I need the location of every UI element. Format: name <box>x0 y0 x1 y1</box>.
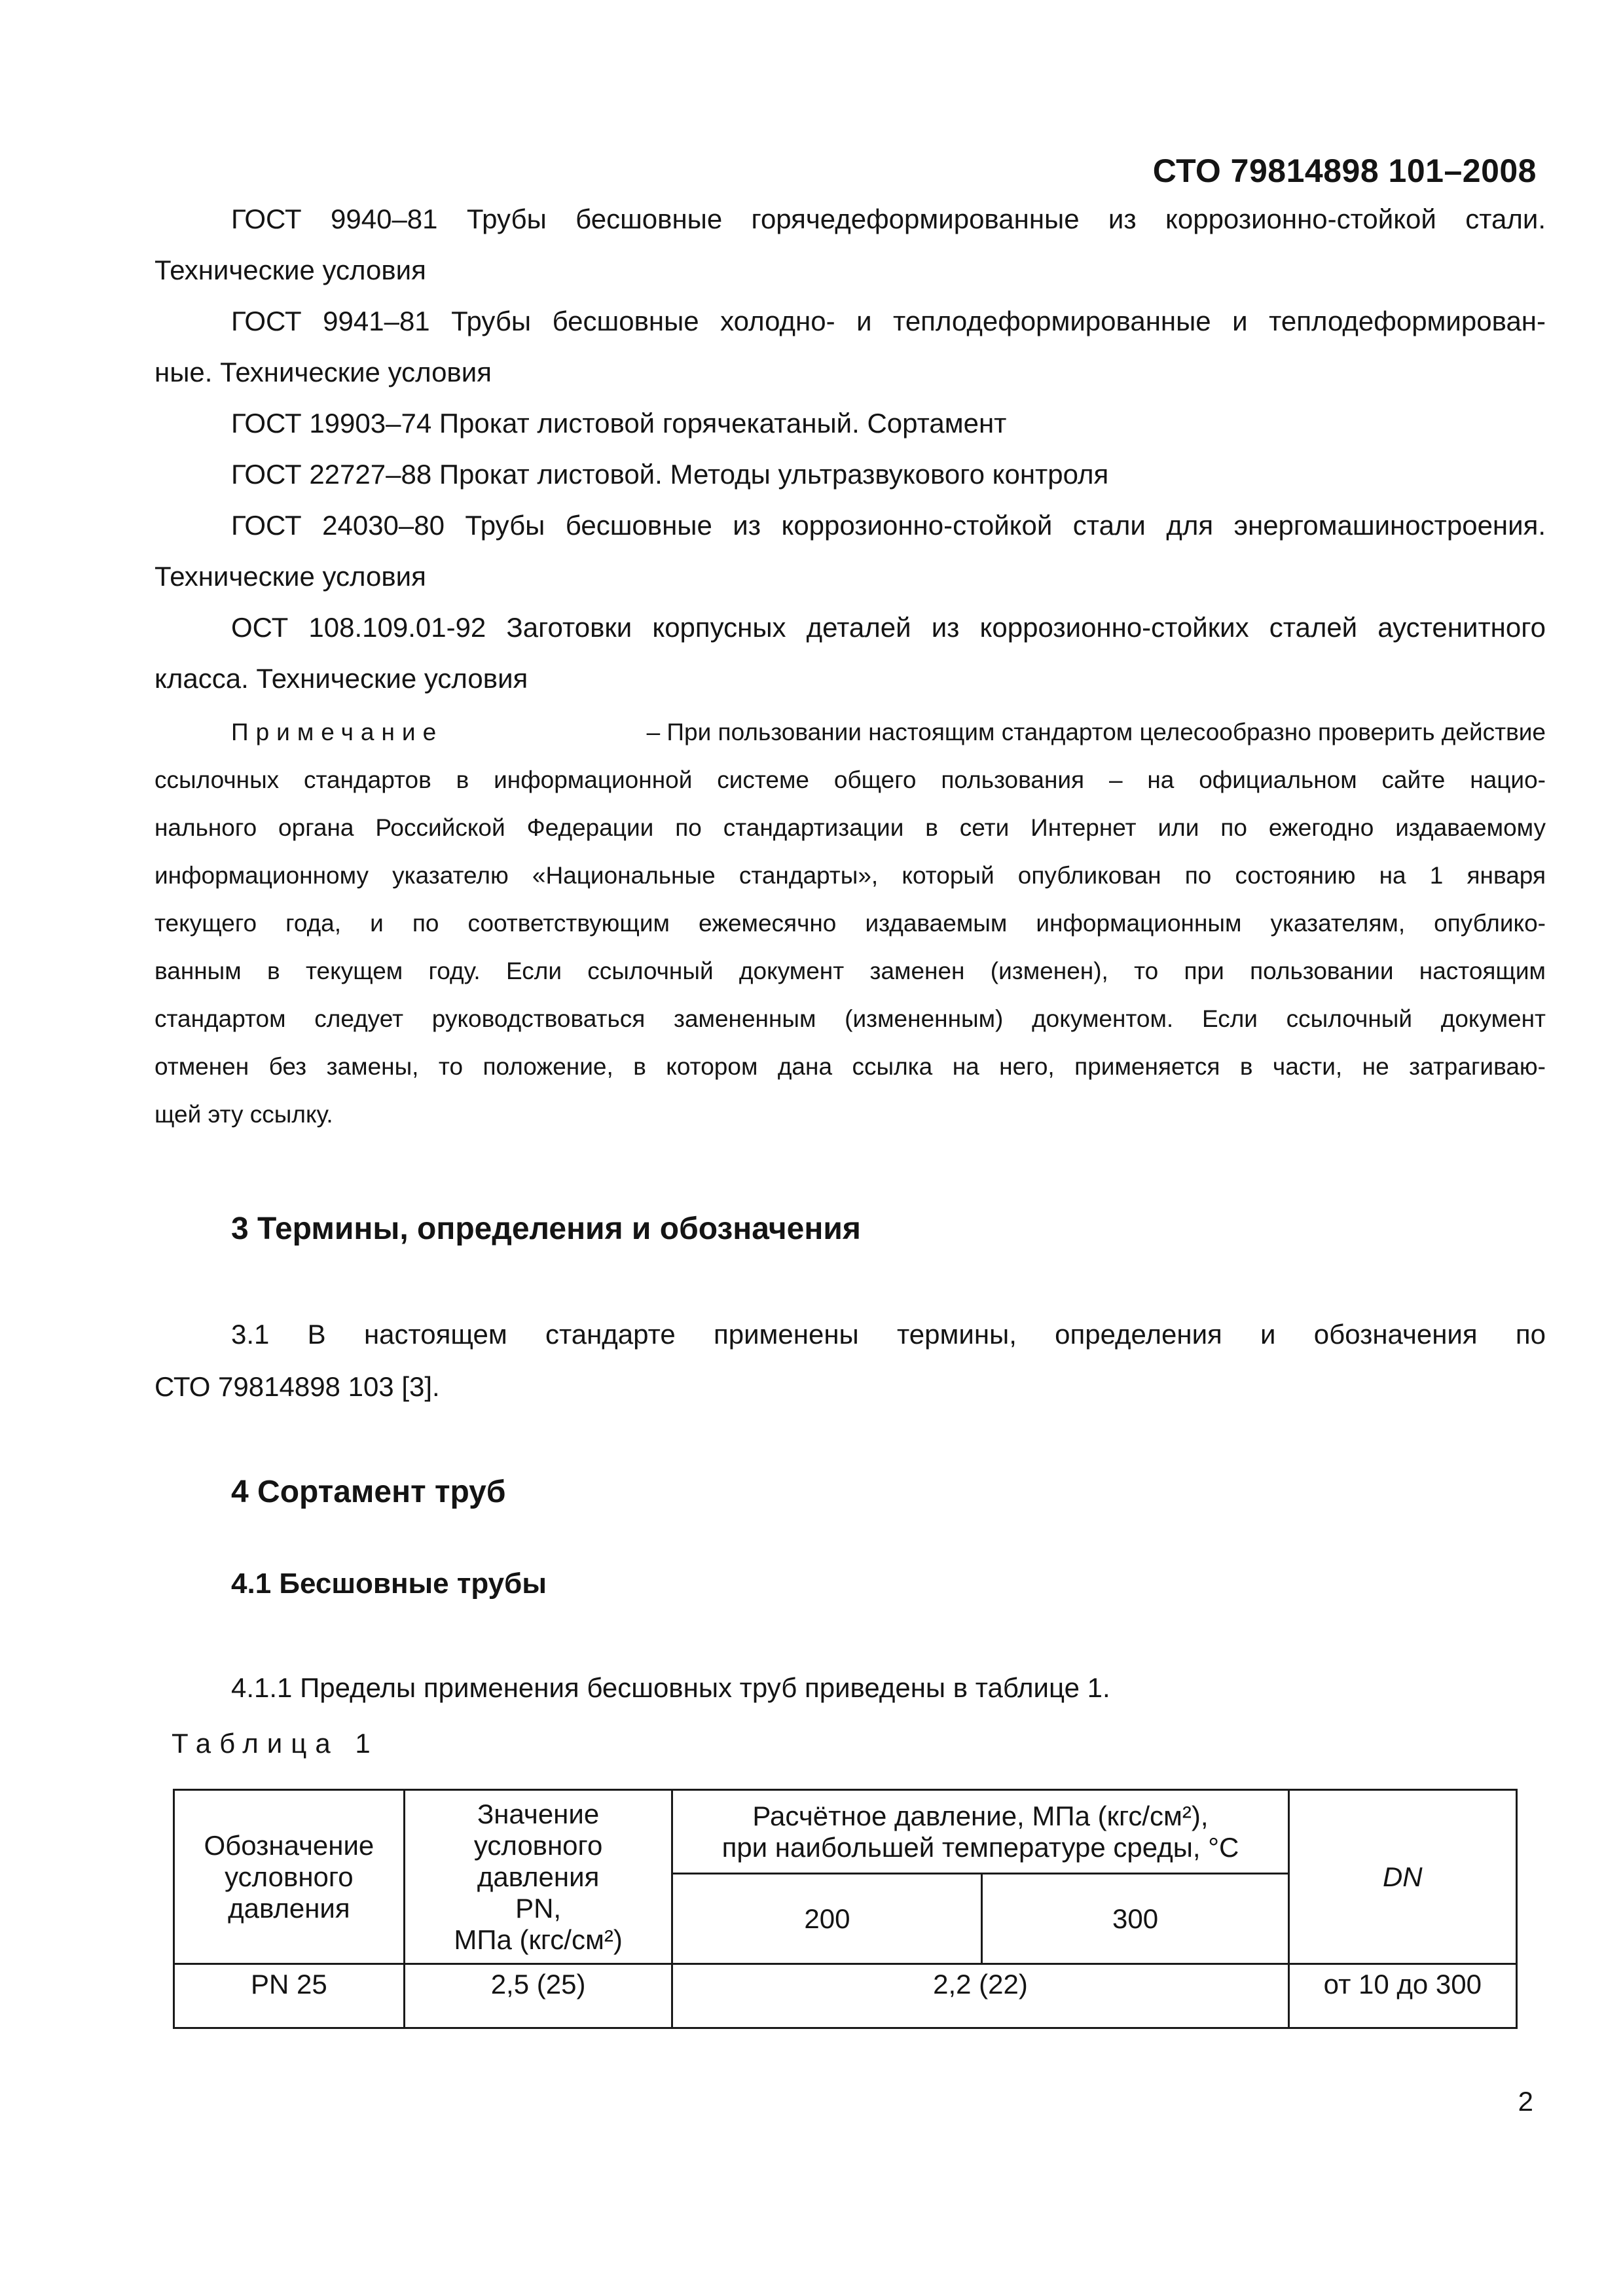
reference-ost-108-line2: класса. Технические условия <box>155 663 528 694</box>
table-cell-design-pressure: 2,2 (22) <box>672 1964 1288 2028</box>
section-4-1-heading: 4.1 Бесшовные трубы <box>231 1568 547 1600</box>
note-line-7: стандартом следует руководствоваться замененным (измененным) документом. Если ссылочный документ <box>155 1005 1546 1032</box>
table-header-dn: DN <box>1288 1790 1516 1964</box>
reference-gost-24030-line1: ГОСТ 24030–80 Трубы бесшовные из коррозионно-стойкой стали для энергомашиностроения. <box>231 510 1546 541</box>
page-number: 2 <box>1518 2086 1533 2117</box>
table-header-temp-200: 200 <box>672 1874 982 1964</box>
table-header-temp-300: 300 <box>982 1874 1288 1964</box>
section-3-1-line1: 3.1 В настоящем стандарте применены термины, определения и обозначения по <box>231 1319 1546 1350</box>
table-cell-dn: от 10 до 300 <box>1288 1964 1516 2028</box>
section-4-1-1-paragraph: 4.1.1 Пределы применения бесшовных труб приведены в таблице 1. <box>231 1672 1110 1703</box>
note-line-1-text: – При пользовании настоящим стандартом целесообразно проверить действие <box>646 719 1546 745</box>
section-3-heading: 3 Термины, определения и обозначения <box>231 1211 861 1246</box>
table-cell-pn-value: 2,5 (25) <box>404 1964 672 2028</box>
note-line-4: информационному указателю «Национальные стандарты», который опубликован по состоянию на 1 января <box>155 862 1546 889</box>
table-1-caption: Таблица 1 <box>172 1728 379 1759</box>
note-label: Примечание <box>231 719 444 745</box>
reference-gost-9940-line1: ГОСТ 9940–81 Трубы бесшовные горячедеформированные из коррозионно-стойкой стали. <box>231 204 1546 234</box>
note-line-9: щей эту ссылку. <box>155 1101 333 1128</box>
note-line-6: ванным в текущем году. Если ссылочный документ заменен (изменен), то при пользовании настоящим <box>155 958 1546 984</box>
table-row <box>174 1964 1517 2028</box>
table-cell-designation: PN 25 <box>174 1964 405 2028</box>
note-line-8: отменен без замены, то положение, в котором дана ссылка на него, применяется в части, не затрагиваю- <box>155 1053 1546 1080</box>
table-header-design-pressure: Расчётное давление, МПа (кгс/см²), при наибольшей температуре среды, °С <box>672 1790 1288 1874</box>
reference-gost-19903: ГОСТ 19903–74 Прокат листовой горячекатаный. Сортамент <box>231 408 1007 439</box>
reference-gost-24030-line2: Технические условия <box>155 561 426 592</box>
reference-gost-9940-line2: Технические условия <box>155 255 426 285</box>
note-line-5: текущего года, и по соответствующим ежемесячно издаваемым информационным указателям, опублико- <box>155 910 1546 937</box>
section-3-1-line2: СТО 79814898 103 [3]. <box>155 1371 440 1402</box>
note-line-1 <box>231 708 1546 756</box>
reference-ost-108-line1: ОСТ 108.109.01-92 Заготовки корпусных деталей из коррозионно-стойких сталей аустенитного <box>231 612 1546 643</box>
note-line-3: нального органа Российской Федерации по стандартизации в сети Интернет или по ежегодно издаваемому <box>155 814 1546 841</box>
section-4-heading: 4 Сортамент труб <box>231 1475 506 1509</box>
reference-gost-9941-line1: ГОСТ 9941–81 Трубы бесшовные холодно- и теплодеформированные и теплодеформирован- <box>231 306 1546 336</box>
table-header-designation: Обозначение условного давления <box>174 1790 405 1964</box>
note-line-2: ссылочных стандартов в информационной системе общего пользования – на официальном сайте нацио- <box>155 766 1546 793</box>
reference-gost-22727: ГОСТ 22727–88 Прокат листовой. Методы ультразвукового контроля <box>231 459 1109 490</box>
table-header-nominal-pressure: Значение условного давления PN, МПа (кгс/см²) <box>404 1790 672 1964</box>
document-code: СТО 79814898 101–2008 <box>1152 152 1537 189</box>
reference-gost-9941-line2: ные. Технические условия <box>155 357 492 387</box>
table-1 <box>173 1789 1518 2029</box>
